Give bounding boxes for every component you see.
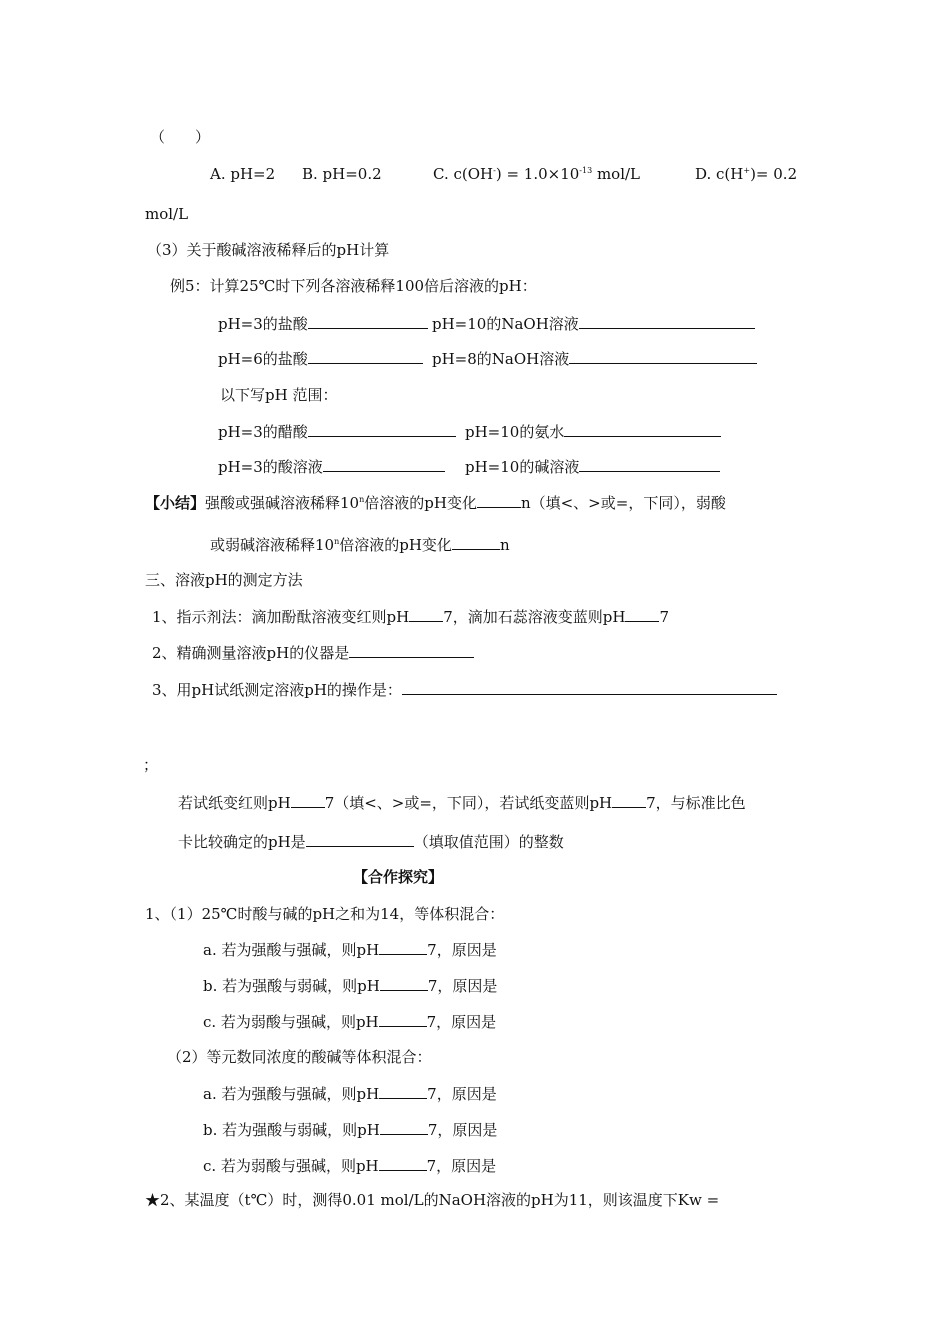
method-2 <box>152 642 474 663</box>
method-text: 7，滴加石蕊溶液变蓝则pH <box>443 608 626 626</box>
question-1-title: 1、（1）25℃时酸与碱的pH之和为14，等体积混合： <box>145 905 505 923</box>
summary-text: n <box>499 536 510 554</box>
item-text: c. 若为弱酸与强碱，则pH <box>203 1157 379 1175</box>
semicolon: ； <box>143 756 159 774</box>
answer-blank[interactable] <box>452 534 500 550</box>
part-3-title: 三、溶液pH的测定方法 <box>145 571 303 589</box>
row-naoh-10 <box>432 313 755 334</box>
choice-d-sup: + <box>743 166 751 175</box>
answer-blank[interactable] <box>380 975 428 991</box>
summary-sup: n <box>359 495 365 504</box>
item-text: 7，原因是 <box>427 1121 498 1139</box>
row-right-label: pH=10的NaOH溶液 <box>432 315 579 333</box>
answer-blank[interactable] <box>323 456 445 472</box>
answer-blank[interactable] <box>625 606 659 622</box>
q12-item-b <box>203 1119 497 1140</box>
answer-blank[interactable] <box>291 792 325 808</box>
row-left-label: pH=3的醋酸 <box>218 423 308 441</box>
method-1 <box>152 606 669 627</box>
answer-blank[interactable] <box>402 679 777 695</box>
answer-blank[interactable] <box>579 456 720 472</box>
paper-line-2 <box>178 831 564 852</box>
q1-item-a <box>203 939 497 960</box>
row-left-label: pH=3的酸溶液 <box>218 458 323 476</box>
summary-text: 倍溶液的pH变化 <box>364 494 477 512</box>
choice-d-pre: D. c(H <box>695 165 744 183</box>
question-2: ★2、某温度（t℃）时，测得0.01 mol/L的NaOH溶液的pH为11，则该温度下Kw = <box>145 1191 720 1209</box>
answer-blank[interactable] <box>349 642 474 658</box>
row-acetic-3 <box>218 421 456 442</box>
answer-blank[interactable] <box>308 421 456 437</box>
answer-blank[interactable] <box>569 348 757 364</box>
method-text: 3、用pH试纸测定溶液pH的操作是： <box>152 681 402 699</box>
row-left-label: pH=3的盐酸 <box>218 315 308 333</box>
row-acid-3 <box>218 456 445 477</box>
item-text: c. 若为弱酸与强碱，则pH <box>203 1013 379 1031</box>
answer-blank[interactable] <box>380 1119 428 1135</box>
answer-blank[interactable] <box>409 606 443 622</box>
choice-d <box>695 164 797 184</box>
answer-parentheses: （ ） <box>150 128 211 146</box>
answer-blank[interactable] <box>379 1083 427 1099</box>
q1-item-b <box>203 975 497 996</box>
row-left-label: pH=6的盐酸 <box>218 350 308 368</box>
choice-a: A. pH=2 <box>210 165 276 183</box>
answer-blank[interactable] <box>612 792 646 808</box>
q12-item-c <box>203 1155 496 1176</box>
item-text: 7，原因是 <box>426 1157 497 1175</box>
item-text: b. 若为强酸与弱碱，则pH <box>203 1121 380 1139</box>
answer-blank[interactable] <box>379 1011 427 1027</box>
method-text: 2、精确测量溶液pH的仪器是 <box>152 644 350 662</box>
choice-c-pre: C. c(OH <box>433 165 494 183</box>
example-5: 例5：计算25℃时下列各溶液稀释100倍后溶液的pH： <box>170 277 537 295</box>
summary-tag: 【小结】 <box>145 494 206 512</box>
answer-blank[interactable] <box>308 313 428 329</box>
cooperative-inquiry-title: 【合作探究】 <box>353 868 444 886</box>
method-text: 1、指示剂法：滴加酚酞溶液变红则pH <box>152 608 410 626</box>
paper-text: 若试纸变红则pH <box>178 794 291 812</box>
q1-item-c <box>203 1011 496 1032</box>
summary-line-2 <box>210 534 510 555</box>
summary-sup: n <box>334 537 340 546</box>
answer-blank[interactable] <box>564 421 721 437</box>
paper-text: （填取值范围）的整数 <box>413 833 564 851</box>
item-text: 7，原因是 <box>427 941 497 959</box>
row-hcl-6 <box>218 348 423 369</box>
q12-item-a <box>203 1083 497 1104</box>
summary-text: 倍溶液的pH变化 <box>339 536 452 554</box>
answer-blank[interactable] <box>579 313 755 329</box>
range-heading: 以下写pH 范围： <box>220 386 338 404</box>
answer-blank[interactable] <box>379 1155 427 1171</box>
summary-line-1 <box>145 492 726 513</box>
answer-blank[interactable] <box>306 831 414 847</box>
row-right-label: pH=10的碱溶液 <box>465 458 580 476</box>
row-ammonia-10 <box>465 421 721 442</box>
item-text: 7，原因是 <box>427 977 498 995</box>
question-1-2-title: （2）等元数同浓度的酸碱等体积混合： <box>167 1048 432 1066</box>
choice-c-sup: - <box>493 166 496 175</box>
choice-c-unit: mol/L <box>592 165 641 183</box>
paper-text: 7，与标准比色 <box>646 794 746 812</box>
unit-continuation: mol/L <box>145 205 189 223</box>
choice-c-exp: -13 <box>579 166 593 175</box>
item-text: a. 若为强酸与强碱，则pH <box>203 941 380 959</box>
method-3 <box>152 679 777 700</box>
method-text: 7 <box>659 608 670 626</box>
row-right-label: pH=10的氨水 <box>465 423 565 441</box>
answer-blank[interactable] <box>308 348 423 364</box>
answer-blank[interactable] <box>379 939 427 955</box>
summary-text: n（填<、>或=，下同），弱酸 <box>520 494 726 512</box>
answer-blank[interactable] <box>477 492 521 508</box>
summary-text: 强酸或强碱溶液稀释10 <box>205 494 360 512</box>
row-naoh-8 <box>432 348 757 369</box>
choice-d-post: )= 0.2 <box>750 165 798 183</box>
item-text: a. 若为强酸与强碱，则pH <box>203 1085 380 1103</box>
choice-b: B. pH=0.2 <box>302 165 382 183</box>
row-right-label: pH=8的NaOH溶液 <box>432 350 570 368</box>
paper-line-1 <box>178 792 746 813</box>
paper-text: 7（填<、>或=，下同），若试纸变蓝则pH <box>324 794 613 812</box>
paper-text: 卡比较确定的pH是 <box>178 833 306 851</box>
section-3-heading: （3）关于酸碱溶液稀释后的pH计算 <box>147 241 390 259</box>
summary-text: 或弱碱溶液稀释10 <box>210 536 335 554</box>
item-text: 7，原因是 <box>427 1085 497 1103</box>
row-base-10 <box>465 456 720 477</box>
choice-c <box>433 164 640 184</box>
item-text: b. 若为强酸与弱碱，则pH <box>203 977 380 995</box>
choice-c-mid: ) = 1.0×10 <box>495 165 580 183</box>
row-hcl-3 <box>218 313 428 334</box>
item-text: 7，原因是 <box>426 1013 497 1031</box>
